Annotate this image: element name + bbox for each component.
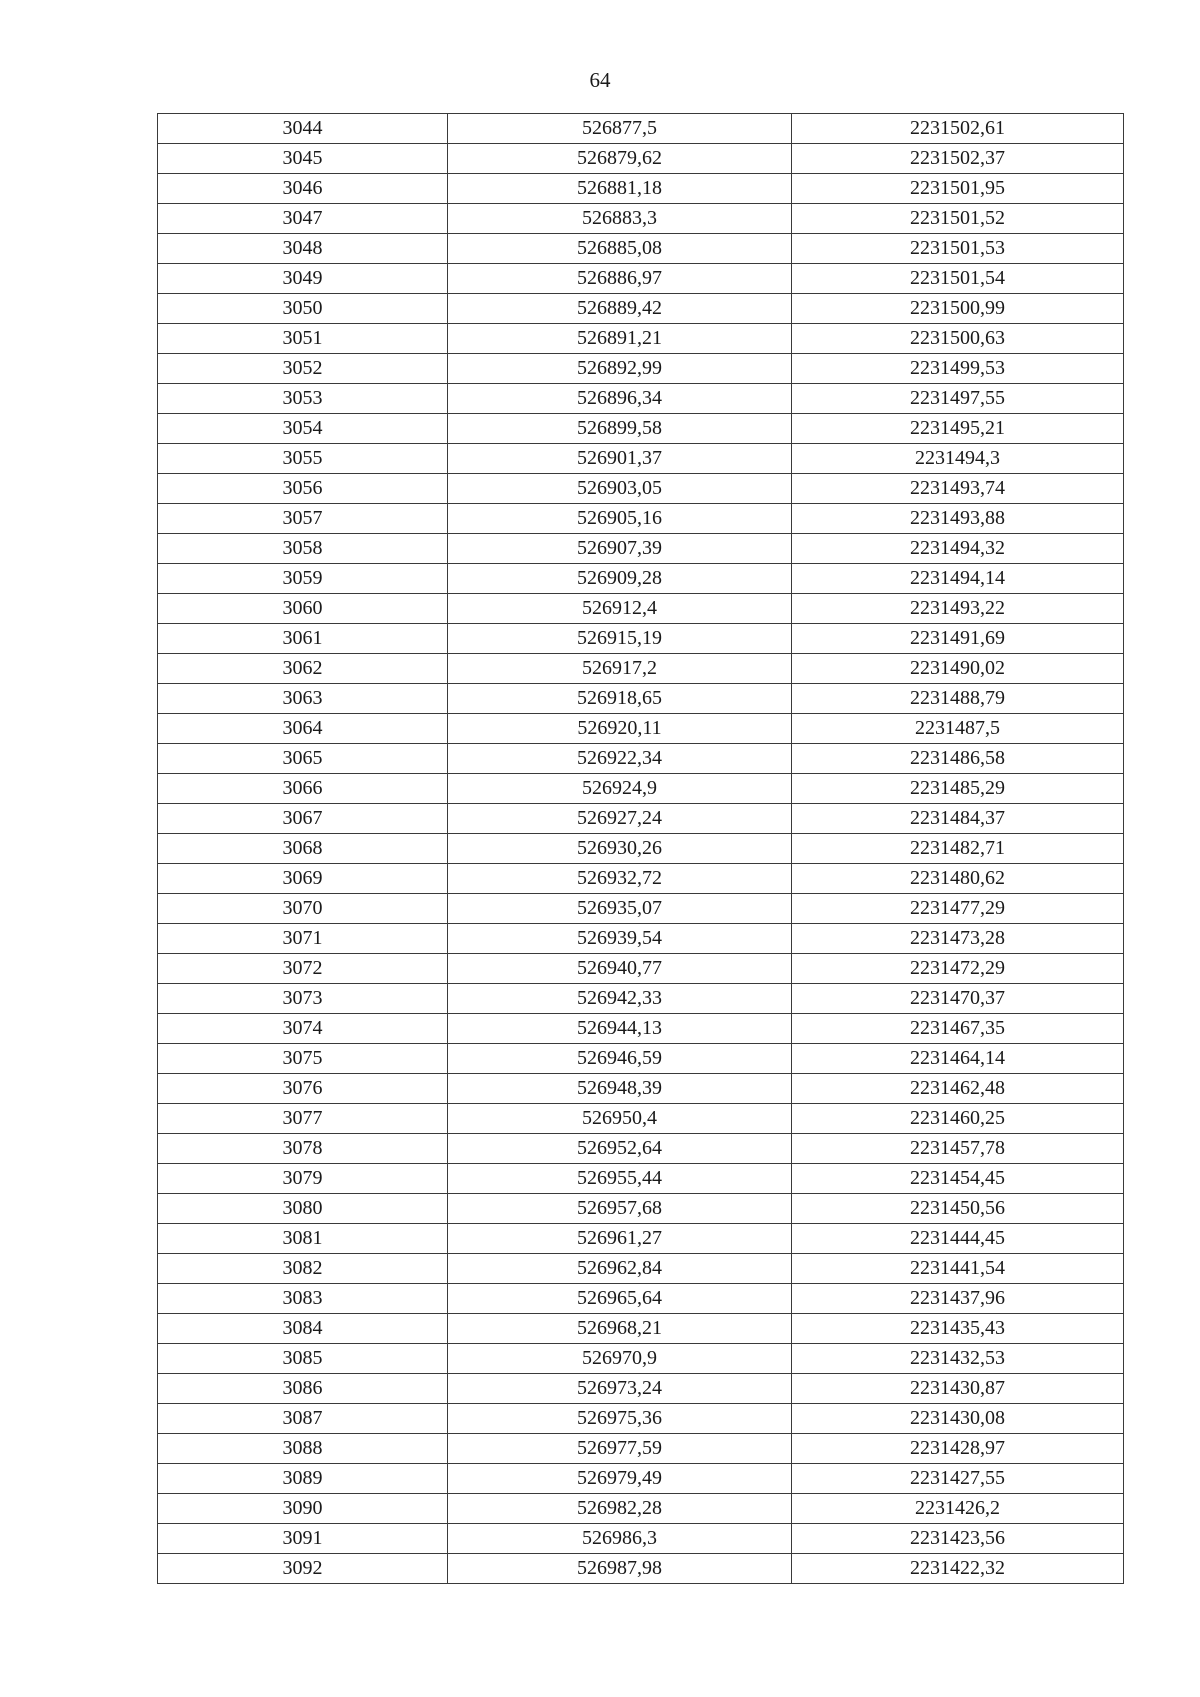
x-coordinate-cell: 526968,21 xyxy=(448,1314,792,1344)
x-coordinate-cell: 526944,13 xyxy=(448,1014,792,1044)
table-row xyxy=(158,594,1124,624)
table-row xyxy=(158,294,1124,324)
x-coordinate-cell: 526935,07 xyxy=(448,894,792,924)
table-row xyxy=(158,1554,1124,1584)
point-number-cell: 3088 xyxy=(158,1434,448,1464)
table-row xyxy=(158,624,1124,654)
y-coordinate-cell: 2231472,29 xyxy=(792,954,1124,984)
y-coordinate-cell: 2231450,56 xyxy=(792,1194,1124,1224)
point-number-cell: 3055 xyxy=(158,444,448,474)
x-coordinate-cell: 526982,28 xyxy=(448,1494,792,1524)
table-row xyxy=(158,1254,1124,1284)
y-coordinate-cell: 2231460,25 xyxy=(792,1104,1124,1134)
x-coordinate-cell: 526962,84 xyxy=(448,1254,792,1284)
table-row xyxy=(158,954,1124,984)
y-coordinate-cell: 2231500,99 xyxy=(792,294,1124,324)
x-coordinate-cell: 526932,72 xyxy=(448,864,792,894)
coordinates-table xyxy=(157,113,1124,1584)
x-coordinate-cell: 526973,24 xyxy=(448,1374,792,1404)
table-row xyxy=(158,534,1124,564)
point-number-cell: 3075 xyxy=(158,1044,448,1074)
x-coordinate-cell: 526952,64 xyxy=(448,1134,792,1164)
table-row xyxy=(158,474,1124,504)
y-coordinate-cell: 2231482,71 xyxy=(792,834,1124,864)
point-number-cell: 3084 xyxy=(158,1314,448,1344)
table-row xyxy=(158,1434,1124,1464)
point-number-cell: 3053 xyxy=(158,384,448,414)
point-number-cell: 3087 xyxy=(158,1404,448,1434)
x-coordinate-cell: 526940,77 xyxy=(448,954,792,984)
table-row xyxy=(158,234,1124,264)
table-row xyxy=(158,1224,1124,1254)
table-row xyxy=(158,984,1124,1014)
point-number-cell: 3078 xyxy=(158,1134,448,1164)
point-number-cell: 3081 xyxy=(158,1224,448,1254)
x-coordinate-cell: 526912,4 xyxy=(448,594,792,624)
y-coordinate-cell: 2231432,53 xyxy=(792,1344,1124,1374)
x-coordinate-cell: 526881,18 xyxy=(448,174,792,204)
point-number-cell: 3051 xyxy=(158,324,448,354)
table-row xyxy=(158,324,1124,354)
point-number-cell: 3065 xyxy=(158,744,448,774)
point-number-cell: 3061 xyxy=(158,624,448,654)
point-number-cell: 3077 xyxy=(158,1104,448,1134)
x-coordinate-cell: 526946,59 xyxy=(448,1044,792,1074)
x-coordinate-cell: 526907,39 xyxy=(448,534,792,564)
x-coordinate-cell: 526889,42 xyxy=(448,294,792,324)
table-row xyxy=(158,1104,1124,1134)
x-coordinate-cell: 526909,28 xyxy=(448,564,792,594)
y-coordinate-cell: 2231426,2 xyxy=(792,1494,1124,1524)
y-coordinate-cell: 2231437,96 xyxy=(792,1284,1124,1314)
table-row xyxy=(158,684,1124,714)
point-number-cell: 3070 xyxy=(158,894,448,924)
table-row xyxy=(158,444,1124,474)
table-row xyxy=(158,744,1124,774)
table-row xyxy=(158,1134,1124,1164)
page-number: 64 xyxy=(589,68,611,92)
x-coordinate-cell: 526939,54 xyxy=(448,924,792,954)
table-row xyxy=(158,414,1124,444)
table-row xyxy=(158,144,1124,174)
y-coordinate-cell: 2231488,79 xyxy=(792,684,1124,714)
table-row xyxy=(158,714,1124,744)
point-number-cell: 3069 xyxy=(158,864,448,894)
point-number-cell: 3085 xyxy=(158,1344,448,1374)
y-coordinate-cell: 2231491,69 xyxy=(792,624,1124,654)
x-coordinate-cell: 526891,21 xyxy=(448,324,792,354)
point-number-cell: 3052 xyxy=(158,354,448,384)
table-row xyxy=(158,1194,1124,1224)
y-coordinate-cell: 2231497,55 xyxy=(792,384,1124,414)
y-coordinate-cell: 2231499,53 xyxy=(792,354,1124,384)
point-number-cell: 3057 xyxy=(158,504,448,534)
table-row xyxy=(158,1314,1124,1344)
point-number-cell: 3092 xyxy=(158,1554,448,1584)
y-coordinate-cell: 2231502,61 xyxy=(792,114,1124,144)
y-coordinate-cell: 2231501,95 xyxy=(792,174,1124,204)
table-row xyxy=(158,654,1124,684)
x-coordinate-cell: 526986,3 xyxy=(448,1524,792,1554)
point-number-cell: 3048 xyxy=(158,234,448,264)
table-row xyxy=(158,264,1124,294)
x-coordinate-cell: 526892,99 xyxy=(448,354,792,384)
y-coordinate-cell: 2231487,5 xyxy=(792,714,1124,744)
y-coordinate-cell: 2231490,02 xyxy=(792,654,1124,684)
point-number-cell: 3044 xyxy=(158,114,448,144)
x-coordinate-cell: 526957,68 xyxy=(448,1194,792,1224)
table-row xyxy=(158,864,1124,894)
y-coordinate-cell: 2231495,21 xyxy=(792,414,1124,444)
table-row xyxy=(158,1524,1124,1554)
y-coordinate-cell: 2231435,43 xyxy=(792,1314,1124,1344)
y-coordinate-cell: 2231494,14 xyxy=(792,564,1124,594)
table-row xyxy=(158,504,1124,534)
y-coordinate-cell: 2231462,48 xyxy=(792,1074,1124,1104)
point-number-cell: 3045 xyxy=(158,144,448,174)
point-number-cell: 3060 xyxy=(158,594,448,624)
y-coordinate-cell: 2231501,53 xyxy=(792,234,1124,264)
x-coordinate-cell: 526930,26 xyxy=(448,834,792,864)
y-coordinate-cell: 2231480,62 xyxy=(792,864,1124,894)
x-coordinate-cell: 526987,98 xyxy=(448,1554,792,1584)
x-coordinate-cell: 526915,19 xyxy=(448,624,792,654)
table-row xyxy=(158,774,1124,804)
y-coordinate-cell: 2231484,37 xyxy=(792,804,1124,834)
x-coordinate-cell: 526979,49 xyxy=(448,1464,792,1494)
table-row xyxy=(158,1464,1124,1494)
x-coordinate-cell: 526970,9 xyxy=(448,1344,792,1374)
x-coordinate-cell: 526920,11 xyxy=(448,714,792,744)
point-number-cell: 3076 xyxy=(158,1074,448,1104)
x-coordinate-cell: 526918,65 xyxy=(448,684,792,714)
y-coordinate-cell: 2231464,14 xyxy=(792,1044,1124,1074)
x-coordinate-cell: 526899,58 xyxy=(448,414,792,444)
table-row xyxy=(158,384,1124,414)
x-coordinate-cell: 526961,27 xyxy=(448,1224,792,1254)
table-row xyxy=(158,354,1124,384)
table-row xyxy=(158,204,1124,234)
x-coordinate-cell: 526903,05 xyxy=(448,474,792,504)
table-row xyxy=(158,1044,1124,1074)
x-coordinate-cell: 526950,4 xyxy=(448,1104,792,1134)
y-coordinate-cell: 2231444,45 xyxy=(792,1224,1124,1254)
point-number-cell: 3050 xyxy=(158,294,448,324)
point-number-cell: 3066 xyxy=(158,774,448,804)
y-coordinate-cell: 2231493,88 xyxy=(792,504,1124,534)
point-number-cell: 3049 xyxy=(158,264,448,294)
y-coordinate-cell: 2231470,37 xyxy=(792,984,1124,1014)
y-coordinate-cell: 2231473,28 xyxy=(792,924,1124,954)
table-row xyxy=(158,894,1124,924)
y-coordinate-cell: 2231428,97 xyxy=(792,1434,1124,1464)
x-coordinate-cell: 526927,24 xyxy=(448,804,792,834)
table-row xyxy=(158,1344,1124,1374)
table-row xyxy=(158,1074,1124,1104)
table-row xyxy=(158,834,1124,864)
point-number-cell: 3079 xyxy=(158,1164,448,1194)
point-number-cell: 3056 xyxy=(158,474,448,504)
point-number-cell: 3083 xyxy=(158,1284,448,1314)
x-coordinate-cell: 526877,5 xyxy=(448,114,792,144)
x-coordinate-cell: 526883,3 xyxy=(448,204,792,234)
x-coordinate-cell: 526885,08 xyxy=(448,234,792,264)
x-coordinate-cell: 526901,37 xyxy=(448,444,792,474)
point-number-cell: 3067 xyxy=(158,804,448,834)
x-coordinate-cell: 526975,36 xyxy=(448,1404,792,1434)
y-coordinate-cell: 2231500,63 xyxy=(792,324,1124,354)
point-number-cell: 3058 xyxy=(158,534,448,564)
table-row xyxy=(158,114,1124,144)
point-number-cell: 3047 xyxy=(158,204,448,234)
point-number-cell: 3086 xyxy=(158,1374,448,1404)
point-number-cell: 3080 xyxy=(158,1194,448,1224)
y-coordinate-cell: 2231494,3 xyxy=(792,444,1124,474)
coordinates-table-body xyxy=(158,114,1124,1584)
y-coordinate-cell: 2231441,54 xyxy=(792,1254,1124,1284)
y-coordinate-cell: 2231427,55 xyxy=(792,1464,1124,1494)
x-coordinate-cell: 526948,39 xyxy=(448,1074,792,1104)
y-coordinate-cell: 2231423,56 xyxy=(792,1524,1124,1554)
y-coordinate-cell: 2231493,74 xyxy=(792,474,1124,504)
y-coordinate-cell: 2231501,54 xyxy=(792,264,1124,294)
y-coordinate-cell: 2231457,78 xyxy=(792,1134,1124,1164)
point-number-cell: 3074 xyxy=(158,1014,448,1044)
point-number-cell: 3073 xyxy=(158,984,448,1014)
y-coordinate-cell: 2231454,45 xyxy=(792,1164,1124,1194)
table-row xyxy=(158,564,1124,594)
point-number-cell: 3072 xyxy=(158,954,448,984)
point-number-cell: 3063 xyxy=(158,684,448,714)
table-row xyxy=(158,1374,1124,1404)
table-row xyxy=(158,174,1124,204)
x-coordinate-cell: 526905,16 xyxy=(448,504,792,534)
point-number-cell: 3071 xyxy=(158,924,448,954)
point-number-cell: 3089 xyxy=(158,1464,448,1494)
table-row xyxy=(158,1284,1124,1314)
point-number-cell: 3062 xyxy=(158,654,448,684)
y-coordinate-cell: 2231430,08 xyxy=(792,1404,1124,1434)
table-row xyxy=(158,1404,1124,1434)
y-coordinate-cell: 2231467,35 xyxy=(792,1014,1124,1044)
x-coordinate-cell: 526879,62 xyxy=(448,144,792,174)
point-number-cell: 3091 xyxy=(158,1524,448,1554)
x-coordinate-cell: 526942,33 xyxy=(448,984,792,1014)
y-coordinate-cell: 2231494,32 xyxy=(792,534,1124,564)
y-coordinate-cell: 2231430,87 xyxy=(792,1374,1124,1404)
x-coordinate-cell: 526977,59 xyxy=(448,1434,792,1464)
x-coordinate-cell: 526886,97 xyxy=(448,264,792,294)
table-row xyxy=(158,1164,1124,1194)
y-coordinate-cell: 2231502,37 xyxy=(792,144,1124,174)
point-number-cell: 3059 xyxy=(158,564,448,594)
y-coordinate-cell: 2231501,52 xyxy=(792,204,1124,234)
y-coordinate-cell: 2231485,29 xyxy=(792,774,1124,804)
y-coordinate-cell: 2231477,29 xyxy=(792,894,1124,924)
x-coordinate-cell: 526955,44 xyxy=(448,1164,792,1194)
x-coordinate-cell: 526917,2 xyxy=(448,654,792,684)
y-coordinate-cell: 2231493,22 xyxy=(792,594,1124,624)
table-row xyxy=(158,1014,1124,1044)
point-number-cell: 3054 xyxy=(158,414,448,444)
point-number-cell: 3064 xyxy=(158,714,448,744)
x-coordinate-cell: 526924,9 xyxy=(448,774,792,804)
x-coordinate-cell: 526896,34 xyxy=(448,384,792,414)
table-row xyxy=(158,1494,1124,1524)
point-number-cell: 3068 xyxy=(158,834,448,864)
point-number-cell: 3090 xyxy=(158,1494,448,1524)
y-coordinate-cell: 2231486,58 xyxy=(792,744,1124,774)
point-number-cell: 3046 xyxy=(158,174,448,204)
x-coordinate-cell: 526922,34 xyxy=(448,744,792,774)
x-coordinate-cell: 526965,64 xyxy=(448,1284,792,1314)
table-row xyxy=(158,804,1124,834)
y-coordinate-cell: 2231422,32 xyxy=(792,1554,1124,1584)
table-row xyxy=(158,924,1124,954)
point-number-cell: 3082 xyxy=(158,1254,448,1284)
